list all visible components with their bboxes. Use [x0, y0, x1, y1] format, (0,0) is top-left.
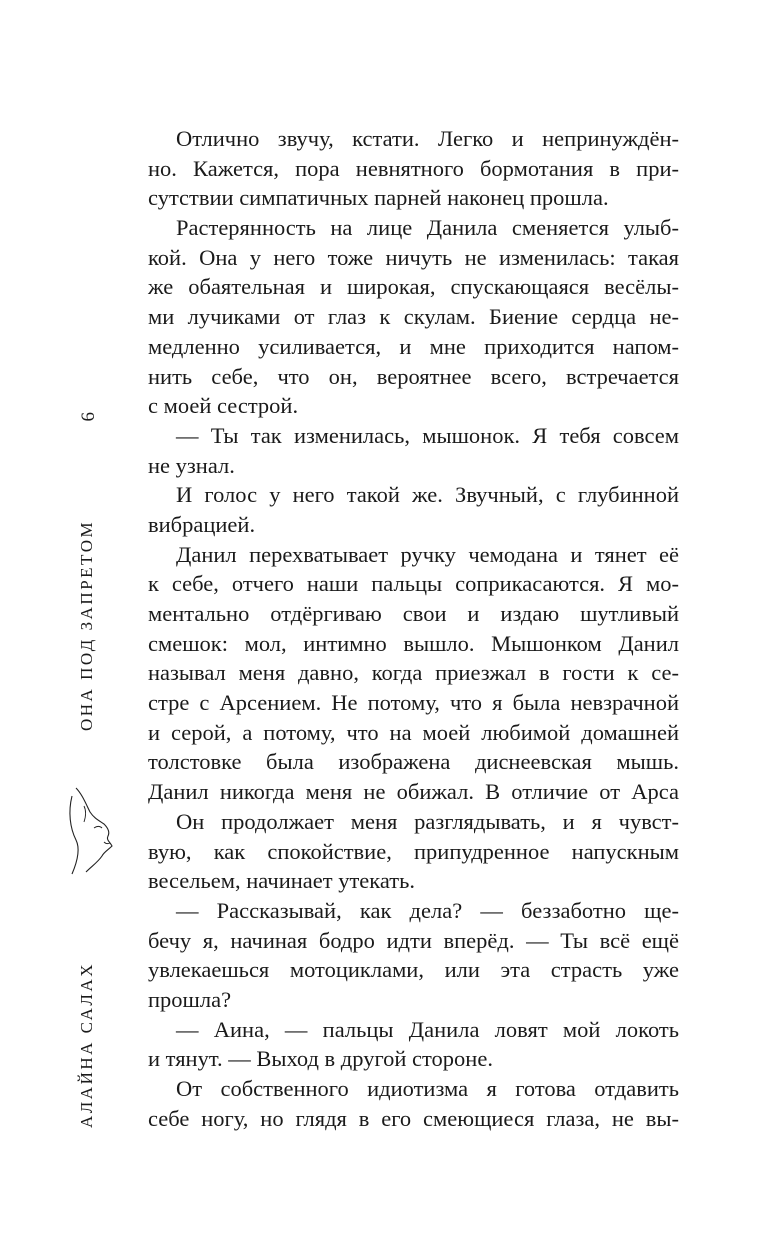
- text-line: и серой, а потому, что на моей любимой домашней: [148, 719, 679, 745]
- page-number: 6: [78, 412, 99, 422]
- text-line: смешок: мол, интимно вышло. Мышонком Данил: [148, 630, 679, 656]
- text-line: увлекаешься мотоциклами, или эта страсть уже: [148, 957, 679, 983]
- text-line: называл меня давно, когда приезжал в гости к се-: [148, 660, 679, 686]
- author-name: АЛАЙНА САЛАХ: [77, 961, 96, 1129]
- page-number-block: [79, 412, 105, 442]
- text-line: — Рассказывай, как дела? — беззаботно ще-: [176, 897, 679, 923]
- text-line: нить себе, что он, вероятнее всего, встречается: [148, 363, 679, 389]
- text-line: сутствии симпатичных парней наконец прошла.: [148, 185, 609, 211]
- text-line: с моей сестрой.: [148, 393, 299, 419]
- text-line: Данил перехватывает ручку чемодана и тянет её: [176, 541, 679, 567]
- text-line: к себе, отчего наши пальцы соприкасаются. Я мо-: [148, 571, 679, 597]
- text-line: вибрацией.: [148, 511, 256, 537]
- face-profile-icon: [64, 782, 124, 882]
- text-line: Растерянность на лице Данила сменяется улыб-: [176, 215, 679, 241]
- text-line: кой. Она у него тоже ничуть не изменилась: такая: [148, 244, 679, 270]
- page-margin: [64, 400, 114, 1160]
- text-line: Отлично звучу, кстати. Легко и непринуждён-: [176, 126, 679, 151]
- text-line: И голос у него такой же. Звучный, с глубинной: [176, 482, 679, 508]
- text-line: — Ты так изменилась, мышонок. Я тебя совсем: [176, 422, 679, 448]
- text-line: медленно усиливается, и мне приходится напом-: [148, 333, 679, 359]
- text-line: ми лучиками от глаз к скулам. Биение сердца не-: [148, 304, 679, 330]
- text-line: себе ногу, но глядя в его смеющиеся глаза, не вы-: [148, 1105, 679, 1131]
- text-line: и тянут. — Выход в другой стороне.: [148, 1046, 493, 1072]
- text-line: — Аина, — пальцы Данила ловят мой локоть: [176, 1016, 679, 1042]
- text-line: но. Кажется, пора невнятного бормотания в при-: [148, 155, 679, 181]
- text-line: толстовке была изображена диснеевская мышь.: [148, 749, 679, 775]
- text-line: Данил никогда меня не обижал. В отличие от Арса: [148, 779, 679, 805]
- text-line: От собственного идиотизма я готова отдавить: [176, 1076, 679, 1101]
- text-line: бечу я, начиная бодро идти вперёд. — Ты всё ещё: [148, 927, 679, 953]
- text-line: вую, как спокойствие, припудренное напускным: [148, 838, 679, 864]
- body-text: [148, 124, 679, 1133]
- text-line: прошла?: [148, 986, 232, 1012]
- text-line: ментально отдёргиваю свои и издаю шутливый: [148, 601, 679, 626]
- text-line: стре с Арсением. Не потому, что я была невзрачной: [148, 690, 679, 716]
- running-title: ОНА ПОД ЗАПРЕТОМ: [77, 519, 96, 732]
- text-line: не узнал.: [148, 452, 235, 478]
- text-line: же обаятельная и широкая, спускающаяся весёлы-: [148, 274, 679, 300]
- text-line: весельем, начинает утекать.: [148, 868, 415, 894]
- text-line: Он продолжает меня разглядывать, и я чувст-: [176, 808, 679, 834]
